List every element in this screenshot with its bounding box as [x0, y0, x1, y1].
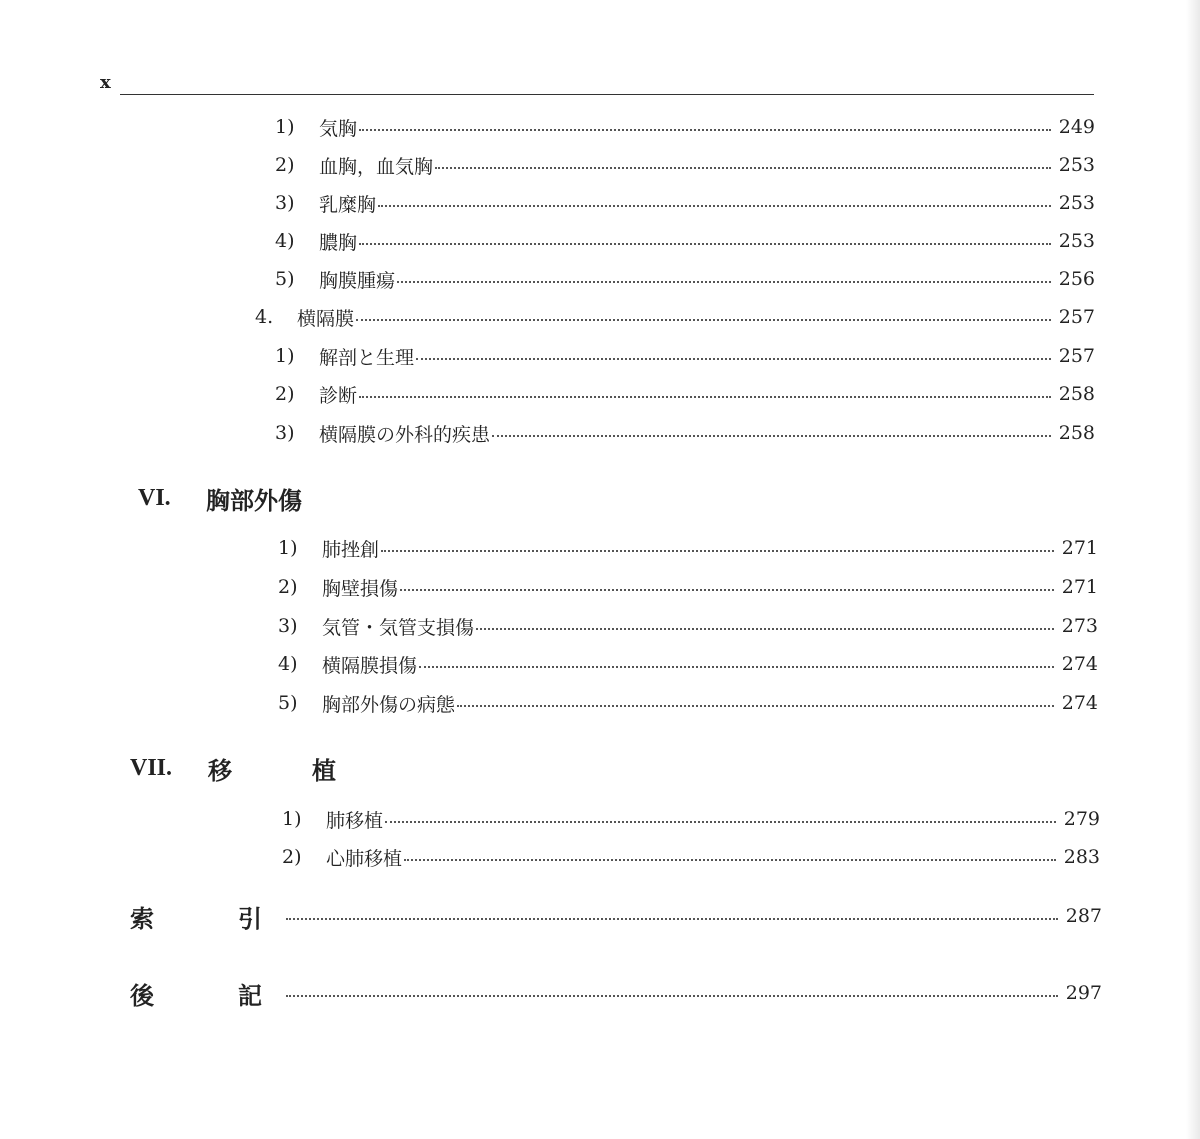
dot-leader — [492, 435, 1051, 437]
entry-number: 1) — [275, 345, 295, 367]
toc-entry[interactable] — [275, 418, 1095, 448]
entry-page: 271 — [1061, 537, 1098, 559]
toc-entry[interactable] — [275, 264, 1095, 294]
toc-entry[interactable] — [275, 379, 1095, 409]
dot-leader — [416, 358, 1051, 360]
toc-entry[interactable] — [282, 842, 1100, 872]
entry-number: 2) — [278, 576, 298, 598]
dot-leader — [359, 396, 1051, 398]
entry-number: 5) — [278, 692, 298, 714]
toc-entry[interactable] — [275, 341, 1095, 371]
index-char-2: 引 — [238, 904, 262, 933]
section-heading-vi[interactable] — [138, 480, 302, 516]
entry-number: 3) — [278, 615, 298, 637]
entry-page: 253 — [1058, 230, 1095, 252]
section-roman-numeral: VII. — [130, 754, 173, 781]
afterword-char-1: 後 — [130, 981, 154, 1010]
toc-entry[interactable] — [278, 611, 1098, 641]
toc-entry[interactable] — [275, 112, 1095, 142]
entry-title: 胸膜腫瘍 — [319, 269, 396, 292]
entry-title: 解剖と生理 — [319, 346, 415, 369]
entry-page: 258 — [1058, 383, 1095, 405]
entry-page: 283 — [1063, 846, 1100, 868]
entry-title: 心肺移植 — [326, 847, 403, 870]
entry-number: 1) — [275, 116, 295, 138]
page-folio: x — [100, 72, 111, 93]
dot-leader — [476, 628, 1054, 630]
toc-afterword-entry[interactable] — [130, 975, 1102, 1011]
entry-page: 279 — [1063, 808, 1100, 830]
entry-page: 256 — [1058, 268, 1095, 290]
entry-number: 3) — [275, 192, 295, 214]
dot-leader — [385, 821, 1056, 823]
dot-leader — [457, 705, 1054, 707]
entry-title: 膿胸 — [319, 231, 358, 254]
dot-leader — [286, 918, 1058, 920]
entry-page: 253 — [1058, 192, 1095, 214]
subsection-title: 横隔膜 — [297, 307, 355, 330]
entry-number: 4) — [275, 230, 295, 252]
entry-title: 横隔膜損傷 — [322, 654, 418, 677]
entry-number: 5) — [275, 268, 295, 290]
dot-leader — [404, 859, 1056, 861]
entry-title: 横隔膜の外科的疾患 — [319, 423, 491, 446]
dot-leader — [286, 995, 1058, 997]
section-heading-vii[interactable] — [130, 750, 336, 786]
section-roman-numeral: VI. — [138, 484, 171, 511]
toc-entry[interactable] — [275, 150, 1095, 180]
dot-leader — [359, 243, 1051, 245]
dot-leader — [419, 666, 1054, 668]
entry-number: 2) — [282, 846, 302, 868]
subsection-page: 257 — [1058, 306, 1095, 328]
entry-title: 乳糜胸 — [319, 193, 377, 216]
entry-number: 1) — [282, 808, 302, 830]
entry-number: 4) — [278, 653, 298, 675]
entry-title: 気胸 — [319, 117, 358, 140]
entry-number: 3) — [275, 422, 295, 444]
toc-entry[interactable] — [278, 649, 1098, 679]
page-edge-shadow — [1186, 0, 1200, 1139]
entry-number: 1) — [278, 537, 298, 559]
dot-leader — [359, 129, 1051, 131]
entry-page: 253 — [1058, 154, 1095, 176]
entry-page: 274 — [1061, 692, 1098, 714]
section-title-char-2: 植 — [312, 756, 336, 785]
afterword-char-2: 記 — [238, 981, 262, 1010]
subsection-number: 4. — [255, 306, 274, 328]
dot-leader — [356, 319, 1051, 321]
entry-page: 257 — [1058, 345, 1095, 367]
toc-index-entry[interactable] — [130, 898, 1102, 934]
entry-number: 2) — [275, 154, 295, 176]
entry-number: 2) — [275, 383, 295, 405]
dot-leader — [381, 550, 1054, 552]
dot-leader — [378, 205, 1051, 207]
dot-leader — [400, 589, 1054, 591]
entry-title: 血胸，血気胸 — [319, 155, 434, 178]
dot-leader — [397, 281, 1051, 283]
entry-title: 気管・気管支損傷 — [322, 616, 475, 639]
toc-entry[interactable] — [278, 688, 1098, 718]
entry-page: 249 — [1058, 116, 1095, 138]
toc-entry[interactable] — [278, 572, 1098, 602]
toc-subsection[interactable] — [255, 302, 1095, 332]
toc-entry[interactable] — [275, 226, 1095, 256]
afterword-page: 297 — [1065, 982, 1102, 1004]
entry-page: 273 — [1061, 615, 1098, 637]
entry-title: 肺挫創 — [322, 538, 380, 561]
index-char-1: 索 — [130, 904, 154, 933]
entry-page: 274 — [1061, 653, 1098, 675]
toc-entry[interactable] — [275, 188, 1095, 218]
dot-leader — [435, 167, 1051, 169]
entry-title: 診断 — [319, 384, 358, 407]
entry-title: 胸部外傷の病態 — [322, 693, 456, 716]
header-rule — [120, 94, 1094, 95]
entry-page: 258 — [1058, 422, 1095, 444]
section-title: 胸部外傷 — [206, 486, 302, 515]
toc-entry[interactable] — [282, 804, 1100, 834]
section-title-char-1: 移 — [208, 756, 232, 785]
entry-title: 胸壁損傷 — [322, 577, 399, 600]
entry-title: 肺移植 — [326, 809, 384, 832]
entry-page: 271 — [1061, 576, 1098, 598]
toc-entry[interactable] — [278, 533, 1098, 563]
index-page: 287 — [1065, 905, 1102, 927]
